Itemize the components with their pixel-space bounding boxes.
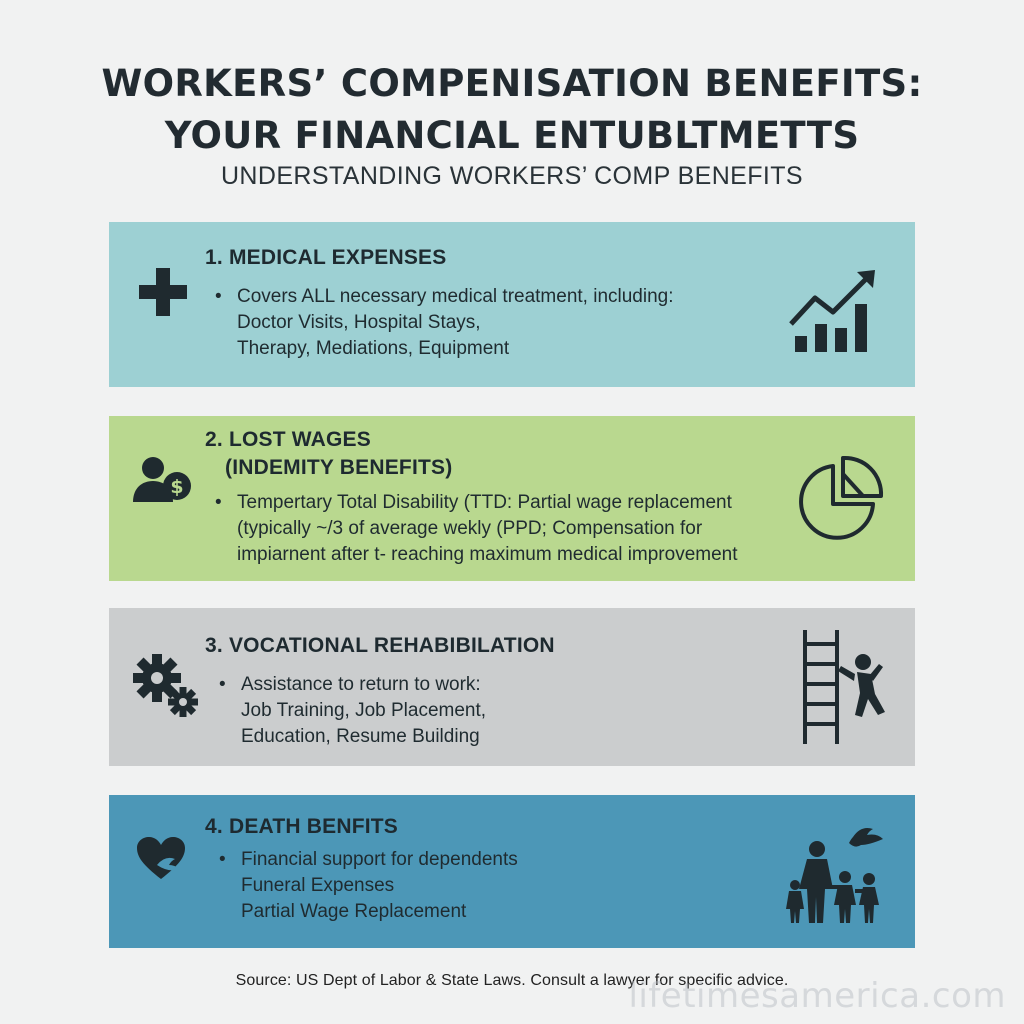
bullet-line: Therapy, Mediations, Equipment: [237, 338, 510, 359]
panel-bullets: [237, 284, 674, 362]
panel-bullets: [237, 490, 738, 568]
panel-death-benefits: [109, 795, 915, 948]
bullet-line: • Tempertary Total Disability (TTD: Partial wage replacement: [237, 490, 738, 516]
medical-cross-icon: [137, 266, 189, 318]
panel-bullets: [241, 847, 518, 925]
bullet-line: Education, Resume Building: [241, 726, 480, 747]
heart-dove-icon: [135, 835, 191, 883]
panel-heading-sub: (INDEMITY BENEFITS): [225, 456, 453, 479]
panel-heading-main: 2. LOST WAGES: [205, 428, 371, 451]
bullet-line: • Covers ALL necessary medical treatment, including:: [237, 284, 674, 310]
bullet-line: • Financial support for dependents: [241, 847, 518, 873]
title-line-1: WORKERS’ COMPENISATION BENEFITS:: [101, 62, 923, 105]
subtitle: UNDERSTANDING WORKERS’ COMP BENEFITS: [220, 162, 804, 190]
bullet-line: • Assistance to return to work:: [241, 672, 486, 698]
panel-bullets: [241, 672, 486, 750]
ladder-climber-icon: [799, 628, 889, 746]
bullet-line: (typically ~/3 of average wekly (PPD; Compensation for: [237, 518, 703, 539]
bullet-line: Partial Wage Replacement: [241, 901, 467, 922]
bullet-line: impiarnent after t- reaching maximum medical improvement: [237, 544, 738, 565]
source-footer: Source: US Dept of Labor & State Laws. Consult a lawyer for specific advice.: [235, 972, 789, 989]
title-line-2: YOUR FINANCIAL ENTUBLTMETTS: [164, 114, 860, 157]
pie-chart-icon: [793, 454, 885, 546]
panel-lost-wages: [109, 416, 915, 581]
gears-icon: [131, 652, 201, 720]
panel-heading: 4. DEATH BENFITS: [205, 815, 398, 838]
bullet-line: Job Training, Job Placement,: [241, 700, 487, 721]
panel-heading: 3. VOCATIONAL REHABIBILATION: [205, 634, 555, 657]
panel-heading: 1. MEDICAL EXPENSES: [205, 246, 447, 269]
panel-vocational-rehabilitation: [109, 608, 915, 766]
watermark: lifetimesamerica.com: [628, 976, 1006, 1016]
page-title: [0, 58, 1024, 162]
bullet-line: Funeral Expenses: [241, 875, 395, 896]
panel-medical-expenses: [109, 222, 915, 387]
person-dollar-icon: [131, 456, 195, 504]
rising-bar-chart-icon: [789, 266, 879, 356]
svg-text:$: $: [170, 476, 184, 498]
family-dove-icon: [781, 821, 891, 927]
panel-heading: [205, 428, 452, 480]
bullet-line: Doctor Visits, Hospital Stays,: [237, 312, 481, 333]
